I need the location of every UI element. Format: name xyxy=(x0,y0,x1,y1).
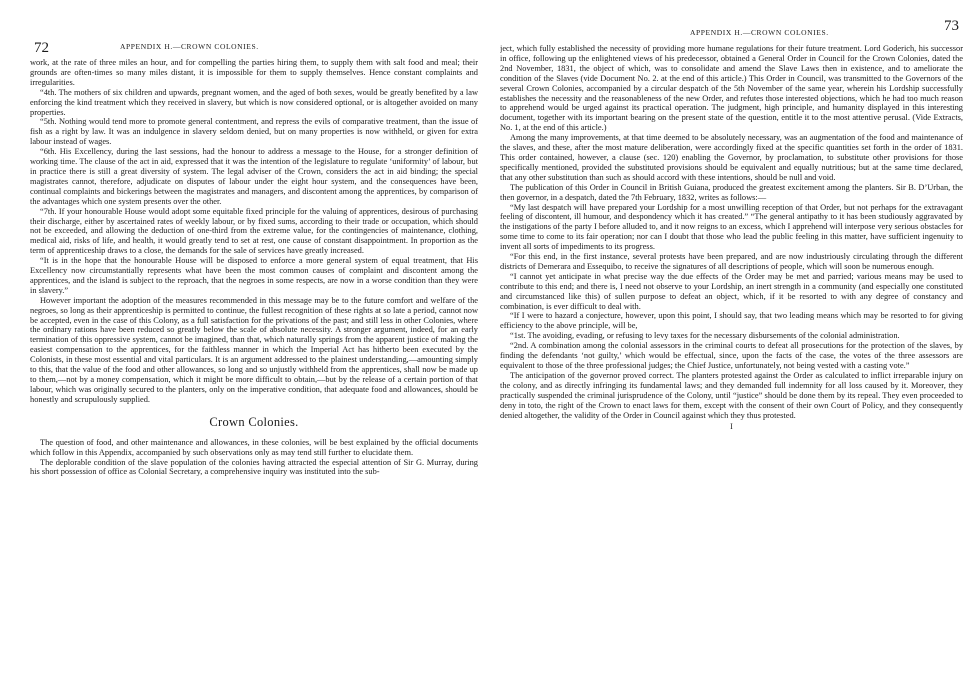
left-running-head xyxy=(30,0,478,56)
paragraph: The anticipation of the governor proved correct. The planters protested against the Order as calculated to inflict irreparable injury on the colony, and as directly infringing its fundamental laws; and they demanded full indemnity for all loss caused by it. Moreover, they practically suspended the criminal jurisprudence of the Colony, until “justice” should be done them by its repeal. They even proceeded to deny in toto, the right of the Crown to enact laws for them, except with the consent of their own Court of Policy, and they consequently denied altogether, the validity of the Order in Council against which they thus protested. xyxy=(500,370,963,420)
left-page-body xyxy=(30,34,478,477)
paragraph: work, at the rate of three miles an hour, and for compelling the parties hiring them, to supply them with salt food and meal; their grounds are often-times so many miles distant, it is impossible for them to supply themselves. Hence constant complaints and irregularities. xyxy=(30,58,478,87)
running-header: APPENDIX H.—CROWN COLONIES. xyxy=(120,42,259,51)
paragraph: ject, which fully established the necessity of providing more humane regulations for their future treatment. Lord Goderich, his successor in office, following up the enlightened views of his predecessor, obtained a General Order in Council for the Crown Colonies, dated the 2nd November, 1831, the object of which, was to consolidate and amend the Slave Laws then in existence, and to ameliorate the condition of the Slaves (vide Document No. 2. at the end of this article.) This Order in Council, was transmitted to the Governors of the several Crown Colonies, accompanied by a circular despatch of the 5th November of the same year, wherein his Lordship successfully establishes the necessity and the reasonableness of the new Order, and refutes those interested objections, which he had too much reason to apprehend would be urged against its practical operation. The judgment, high principle, and humanity displayed in this interesting document, together with its important bearing on the present state of the question, entitle it to the most attentive perusal. (Vide Extracts, No. 1, at the end of this article.) xyxy=(500,44,963,133)
paragraph: Among the many improvements, at that time deemed to be absolutely necessary, was an augmentation of the food and maintenance of the slaves, and these, after the most mature deliberation, were accordingly fixed at the specific quantities set forth in the order of 1831. This order contained, however, a clause (sec. 120) enabling the Governor, by proclamation, to substitute other provisions for those specifically mentioned, provided the substituted provisions should be equivalent and equally nutritious; but at the same time declared, that any other substitution than such as should accord with these intentions, should be null and void. xyxy=(500,133,963,182)
paragraph: However important the adoption of the measures recommended in this message may be to the future comfort and welfare of the negroes, so long as their apprenticeship is permitted to continue, the fullest recognition of these rights at so late a period, cannot now be accepted, even in the case of this Colony, as a full satisfaction for the privations of the past; and still less in other Colonies, where the ordinary rations have been reduced so greatly below the scale of absolute necessity. A stronger argument, indeed, for an early termination of this oppressive system, cannot be imagined, than that, which naturally springs from the apparent justice of making the easiest compensation to the apprentices, for the faithless manner in which the Imperial Act has hitherto been executed by the Colonists, in these most essential and vital particulars. It is an argument addressed to the plainest understanding,—amounting simply to this, that the value of the food and other allowances, so long and so unjustly withheld from the apprentices, shall now be made up to them,—not by a money compensation, which it might be more difficult to obtain,—but by the release of a certain portion of that labour, which was originally secured to the planters, only on the imperative condition, that adequate food and allowances, should be honestly and scrupulously supplied. xyxy=(30,295,478,404)
paragraph: “7th. If your honourable House would adopt some equitable fixed principle for the valuing of apprentices, desirous of purchasing their discharge, either by ascertained rates of weekly labour, or by fixed sums, according to their trade or occupation, which should not be exceeded, and allowing the deduction of one-third from the extreme value, for the contingencies of maintenance, clothing, medical aid, risks of life, and health, it would greatly tend to set at rest, one cause of constant disappointment. In proportion as the term of apprenticeship draws to a close, the demands for the sale of services have greatly increased. xyxy=(30,206,478,256)
paragraph: “6th. His Excellency, during the last sessions, had the honour to address a message to the House, for a stronger definition of working time. The clause of the act in aid, expressed that it was the intention of the legislature to regulate ‘uniformity’ of labour, but in practice there is still a great diversity of system. The legal adviser of the Crown, considers the act in aid binding; the special magistrates cannot, therefore, adjudicate on disputes of labour under the eight hour system, and the consequences have been, continual complaints and bickerings between the magistrates and managers, and discontent among the apprentices, by comparison of the advantages which one system presents over the other. xyxy=(30,147,478,206)
paragraph: “For this end, in the first instance, several protests have been prepared, and are now industriously circulating through the different districts of Demerara and Essequibo, to receive the signatures of all descriptions of people, which will soon be numerous enough. xyxy=(500,252,963,271)
paragraph: “My last despatch will have prepared your Lordship for a most unwilling reception of that Order, but not perhaps for the extravagant feeling of discontent, ill humour, and despondency which it has created.” “The general antipathy to it has been studiously aggravated by the instigations of the party I before alluded to, and it now reigns to an excess, which I apprehend will interpose very serious obstacles for some time to come to its fair operation; nor can I doubt that those who lead the public feeling in this matter, have sufficient ingenuity to invent all sorts of impediments to its progress. xyxy=(500,202,963,252)
right-page-body xyxy=(500,34,963,431)
paragraph: “I cannot yet anticipate in what precise way the due effects of the Order may be met and parried; various means may be used to contribute to this end; and there is, I need not observe to your Lordship, an inert strength in a community (and especially one constituted and circumstanced like this) of sullen purpose to defeat an object, which, if it be resorted to with any degree of constancy and combination, is ever difficult to deal with. xyxy=(500,271,963,311)
right-running-head xyxy=(500,0,963,37)
paragraph: The deplorable condition of the slave population of the colonies having attracted the especial attention of Sir G. Murray, during his short possession of office as Colonial Secretary, a comprehensive inquiry was instituted into the sub- xyxy=(30,457,478,477)
left-page xyxy=(30,0,478,673)
paragraph: “1st. The avoiding, evading, or refusing to levy taxes for the necessary disbursements of the colonial administration. xyxy=(510,331,900,341)
right-page xyxy=(500,0,963,673)
paragraph: The publication of this Order in Council in British Guiana, produced the greatest excitement among the planters. Sir B. D’Urban, the then governor, in a despatch, dated the 7th February, 1832, writes as follows:— xyxy=(500,182,963,202)
paragraph: “If I were to hazard a conjecture, however, upon this point, I should say, that two leading means which may be resorted to for giving efficiency to the above principle, will be, xyxy=(500,311,963,331)
signature-mark: I xyxy=(730,422,733,432)
paragraph: “2nd. A combination among the colonial assessors in the criminal courts to defeat all prosecutions for the protection of the slaves, by finding the defendants ‘not guilty,’ which would be effectual, since, upon the facts of the case, the votes of the three assessors are equivalent to those of the three professional judges; the Chief Justice, unfortunately, not being vested with a casting vote.” xyxy=(500,341,963,370)
section-title: Crown Colonies. xyxy=(209,414,299,429)
page-number: 73 xyxy=(944,18,959,34)
paragraph: “5th. Nothing would tend more to promote general contentment, and repress the evils of comparative treatment, than the issue of fish as a right by law. It was an indulgence in slavery seldom denied, but on many properties is now withheld, or given for extra labour instead of wages. xyxy=(30,117,478,147)
paragraph: “4th. The mothers of six children and upwards, pregnant women, and the aged of both sexes, would be greatly benefited by a law enforcing the kind treatment which they received in slavery, but which is now considered optional, or is altogether avoided on many properties. xyxy=(30,87,478,117)
page-number: 72 xyxy=(34,40,49,56)
running-header: APPENDIX H.—CROWN COLONIES. xyxy=(690,28,829,37)
paragraph: The question of food, and other maintenance and allowances, in these colonies, will be best explained by the official documents which follow in this Appendix, accompanied by such observations only as may tend still further to elucidate them. xyxy=(30,437,478,457)
paragraph: “It is in the hope that the honourable House will be disposed to enforce a more general system of equal treatment, that His Excellency now circumstantially represents what have been the most common causes of complaint and discontent among the apprentices, and the island is subject to the reproach, that the negroes in some respects, are now in a worse condition than they were in slavery.” xyxy=(30,256,478,295)
